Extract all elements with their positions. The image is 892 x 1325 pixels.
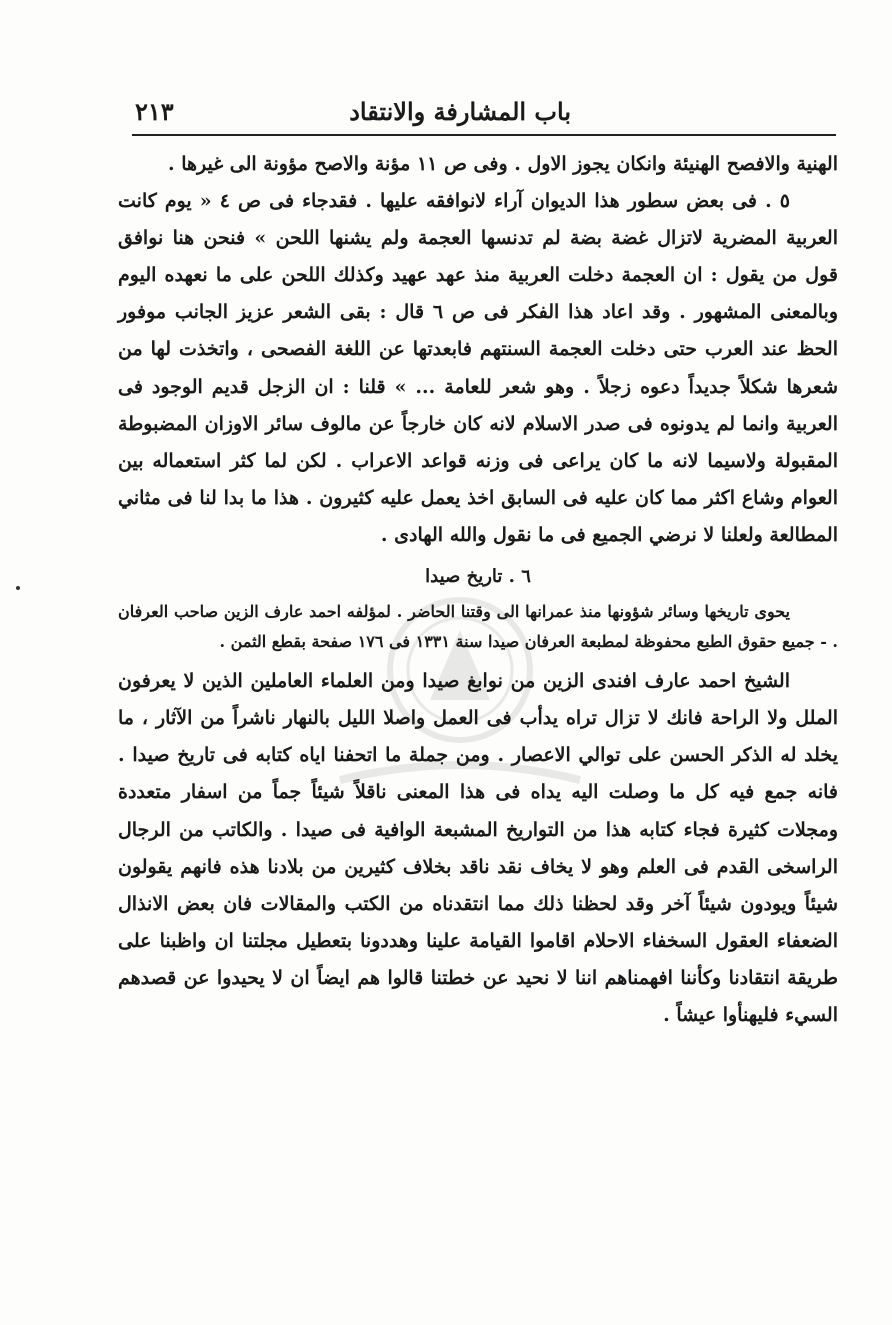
header-rule	[132, 134, 836, 136]
paragraph-item-5: ٥ . فى بعض سطور هذا الديوان آراء لانوافقه عليها . فقدجاء فى ص ٤ « يوم كانت العربية المضرية لاتزال غضة بضة لم تدنسها العجمة ولم يشنها اللحن » فنحن هنا نوافق قول من يقول : ان العجمة دخلت العربية منذ عهد عهيد وكذلك اللحن على ما نعهده اليوم وبالمعنى المشهور . وقد اعاد هذا الفكر فى ص ٦ قال : بقى الشعر عزيز الجانب موفور الحظ عند العرب حتى دخلت العجمة السنتهم فابعدتها عن اللغة الفصحى ، واتخذت لها من شعرها شكلاً جديداً دعوه زجلاً . وهو شعر للعامة ... » قلنا : ان الزجل قديم الوجود فى العربية وانما لم يدونوه فى صدر الاسلام لانه كان خارجاً عن مالوف سائر الاوزان المضبوطة المقبولة ولاسيما لانه ما كان يراعى فى وزنه قواعد الاعراب . لكن لما كثر استعماله بين العوام وشاع اكثر مما كان عليه فى السابق اخذ يعمل عليه كثيرون . هذا ما بدا لنا فى مثاني المطالعة ولعلنا لا نرضي الجميع فى ما نقول والله الهادى .	[118, 190, 838, 546]
running-title: باب المشارفة والانتقاد	[349, 97, 571, 126]
document-body	[118, 146, 838, 1034]
section-heading: ٦ . تاريخ صيدا	[425, 566, 531, 588]
scan-dot	[16, 586, 20, 590]
paragraph-continuation: الهنية والافصح الهنيئة وانكان يجوز الاول . وفى ص ١١ مؤنة والاصح مؤونة الى غيرها .	[167, 153, 838, 175]
review-paragraph: الشيخ احمد عارف افندى الزين من نوابغ صيدا ومن العلماء العاملين الذين لا يعرفون الملل ولا الراحة فانك لا تزال تراه يدأب فى العمل واصلا الليل بالنهار ناشراً من الآثار ، ما يخلد له الذكر الحسن على توالي الاعصار . ومن جملة ما اتحفنا اياه كتابه فى تاريخ صيدا . فانه جمع فيه كل ما وصلت اليه يداه فى هذا المعنى ناقلاً شيئاً جماً من اسفار متعددة ومجلات كثيرة فجاء كتابه هذا من التواريخ المشبعة الوافية فى صيدا . والكاتب من الرجال الراسخى القدم فى العلم وهو لا يخاف نقد ناقد بخلاف كثيرين من بلادنا هذه فانهم يقولون شيئاً ويودون شيئاً آخر وقد لحظنا ذلك مما انتقدناه من الكتب والمقالات فان بعض الانذال الضعفاء العقول السخفاء الاحلام اقاموا القيامة علينا وهددونا بتعطيل مجلتنا ان واظبنا على طريقة انتقادنا وكأننا افهمناهم اننا لا نحيد عن خطتنا قالوا هم ايضاً ان لا يحيدوا عن قصدهم السيء فليهنأوا عيشاً .	[118, 670, 838, 1026]
book-info-block: يحوى تاريخها وسائر شؤونها منذ عمرانها الى وقتنا الحاضر . لمؤلفه احمد عارف الزين صاحب العرفان . - جميع حقوق الطبع محفوظة لمطبعة العرفان صيدا سنة ١٣٣١ فى ١٧٦ صفحة بقطع الثمن .	[118, 602, 838, 652]
page-number: ٢١٣	[135, 97, 174, 126]
page-header	[135, 86, 833, 126]
